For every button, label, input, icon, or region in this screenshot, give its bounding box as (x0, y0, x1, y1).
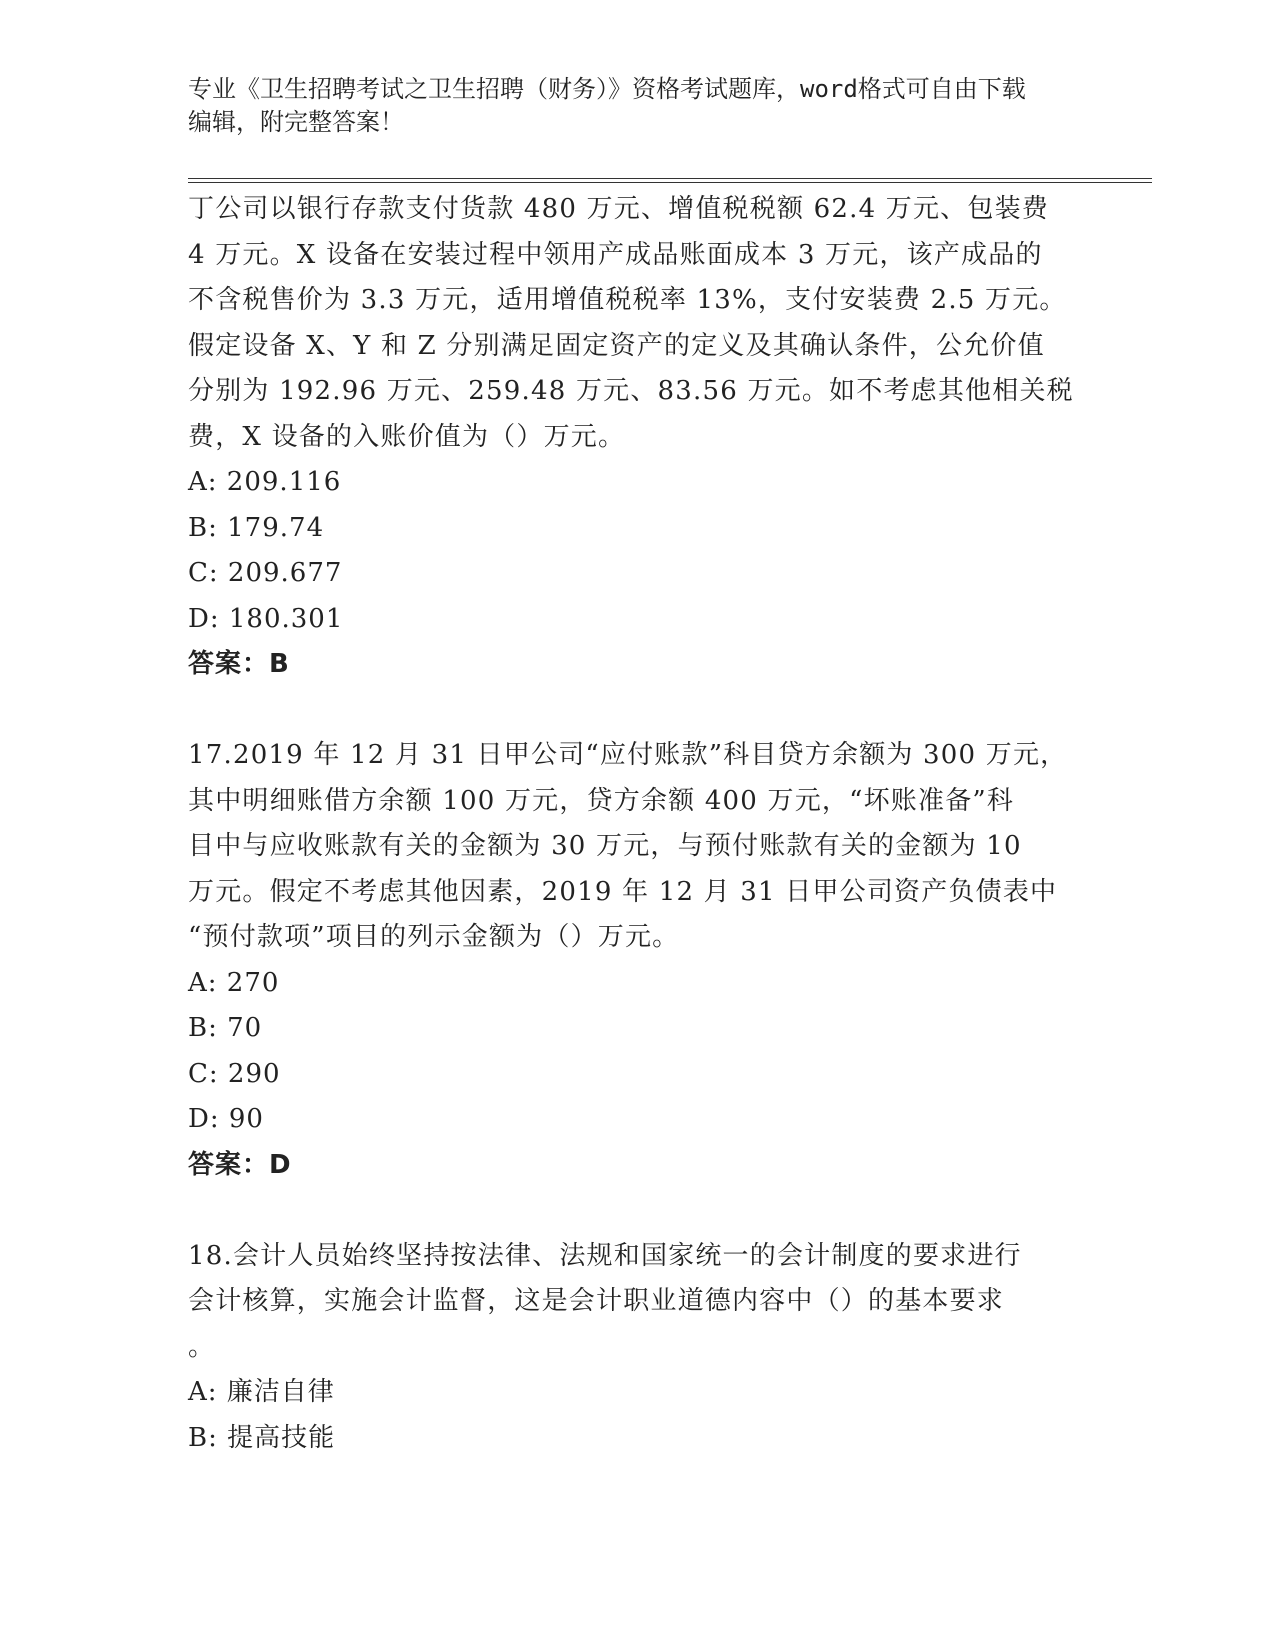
header-line-1: 专业《卫生招聘考试之卫生招聘（财务）》资格考试题库，word格式可自由下载 (188, 75, 1026, 103)
document-body (188, 187, 1088, 1461)
question-text-line: 17.2019 年 12 月 31 日甲公司“应付账款”科目贷方余额为 300 万元， (188, 740, 1068, 770)
question-text-line: 。 (188, 1331, 216, 1362)
question-text-line: 费，X 设备的入账价值为（）万元。 (188, 421, 626, 452)
header-line-2: 编辑，附完整答案！ (188, 108, 404, 136)
option-c: C: 290 (188, 1058, 281, 1089)
answer: 答案：D (188, 1149, 292, 1180)
question-text-line: 丁公司以银行存款支付货款 480 万元、增值税税额 62.4 万元、包装费 (188, 194, 1049, 224)
question-text-line: 目中与应收账款有关的金额为 30 万元，与预付账款有关的金额为 10 (188, 831, 1022, 861)
option-b: B: 179.74 (188, 512, 325, 543)
question-text-line: 万元。假定不考虑其他因素，2019 年 12 月 31 日甲公司资产负债表中 (188, 876, 1058, 907)
question-text-line: 假定设备 X、Y 和 Z 分别满足固定资产的定义及其确认条件，公允价值 (188, 330, 1045, 361)
question-text-line: 其中明细账借方余额 100 万元，贷方余额 400 万元，“坏账准备”科 (188, 785, 1015, 816)
document-header (188, 73, 1088, 139)
option-d: D: 180.301 (188, 603, 344, 634)
question-text-line: “预付款项”项目的列示金额为（）万元。 (188, 922, 680, 952)
option-c: C: 209.677 (188, 558, 343, 588)
question-16 (188, 187, 1088, 688)
option-b: B: 70 (188, 1013, 263, 1043)
header-divider-bottom (188, 182, 1152, 183)
question-18 (188, 1234, 1088, 1462)
question-text-line: 会计核算，实施会计监督，这是会计职业道德内容中（）的基本要求 (188, 1286, 1005, 1316)
question-text-line: 不含税售价为 3.3 万元，适用增值税税率 13%，支付安装费 2.5 万元。 (188, 285, 1067, 315)
answer: 答案：B (188, 649, 290, 679)
spacer (188, 688, 1088, 734)
question-text-line: 18.会计人员始终坚持按法律、法规和国家统一的会计制度的要求进行 (188, 1240, 1022, 1271)
option-a: A: 廉洁自律 (188, 1377, 335, 1407)
spacer (188, 1188, 1088, 1234)
option-a: A: 209.116 (188, 467, 342, 497)
option-b: B: 提高技能 (188, 1422, 336, 1453)
question-text-line: 4 万元。X 设备在安装过程中领用产成品账面成本 3 万元，该产成品的 (188, 239, 1043, 270)
question-17 (188, 733, 1088, 1188)
question-text-line: 分别为 192.96 万元、259.48 万元、83.56 万元。如不考虑其他相关税 (188, 376, 1074, 406)
header-divider-top (188, 178, 1152, 179)
option-a: A: 270 (188, 967, 280, 998)
option-d: D: 90 (188, 1104, 264, 1134)
